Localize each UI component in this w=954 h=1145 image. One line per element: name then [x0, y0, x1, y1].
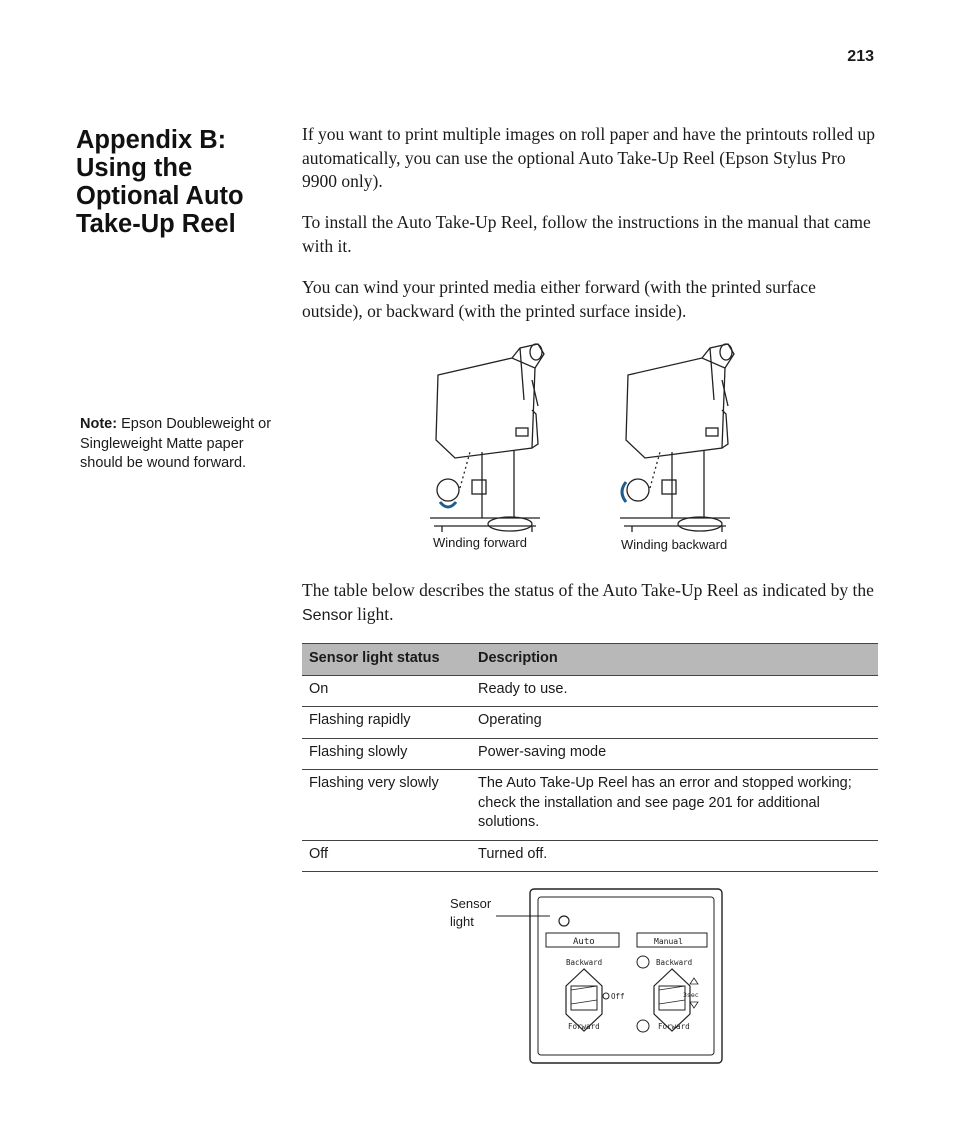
- status-cell: Flashing very slowly: [302, 770, 471, 841]
- sensor-term: Sensor: [302, 606, 353, 624]
- printer-forward-drawing: [430, 344, 544, 532]
- note-text: Epson Doubleweight or Singleweight Matte paper should be wound forward.: [80, 416, 272, 471]
- wind-paragraph: You can wind your printed media either forward (with the printed surface outside), or backward (with the printed surface inside).: [302, 277, 816, 321]
- description-cell: Operating: [471, 707, 878, 739]
- panel-inner-frame: [538, 897, 714, 1055]
- description-cell: Ready to use.: [471, 675, 878, 707]
- off-label: Off: [611, 992, 625, 1001]
- backward-arrow: [622, 482, 626, 502]
- callout-line-1: Sensor: [450, 896, 492, 911]
- page-number: 213: [847, 48, 874, 65]
- table-intro-end: light.: [352, 603, 394, 624]
- sensor-light-indicator: [559, 916, 569, 926]
- table-intro-text: The table below describes the status of the Auto Take-Up Reel as indicated by the: [302, 580, 874, 600]
- note-label: Note:: [80, 416, 118, 432]
- winding-illustration: [420, 340, 760, 560]
- table-row: [302, 675, 878, 707]
- header-status: Sensor light status: [302, 644, 471, 676]
- sensor-status-table: [302, 643, 878, 872]
- sec-label: 3sec: [683, 991, 699, 999]
- margin-note: [80, 415, 280, 474]
- description-cell: Power-saving mode: [471, 738, 878, 770]
- auto-forward-label: Forward: [568, 1022, 600, 1031]
- status-cell: Off: [302, 840, 471, 872]
- panel-outer-frame: [530, 889, 722, 1063]
- table-intro-paragraph: [302, 579, 878, 627]
- install-paragraph: To install the Auto Take-Up Reel, follow the instructions in the manual that came with it.: [302, 212, 871, 256]
- status-cell: On: [302, 675, 471, 707]
- caption-backward: Winding backward: [621, 537, 728, 552]
- backward-roll-icon: [637, 956, 649, 968]
- status-cell: Flashing slowly: [302, 738, 471, 770]
- appendix-heading: Appendix B: Using the Optional Auto Take-Up Reel: [76, 126, 244, 238]
- table-row: [302, 770, 878, 841]
- status-cell: Flashing rapidly: [302, 707, 471, 739]
- auto-backward-label: Backward: [566, 958, 603, 967]
- description-cell: Turned off.: [471, 840, 878, 872]
- description-cell: The Auto Take-Up Reel has an error and stopped working; check the installation and see page 201 for additional solutions.: [471, 770, 878, 841]
- control-panel-diagram: [440, 886, 730, 1066]
- table-header-row: [302, 644, 878, 676]
- printer-backward-drawing: [620, 344, 734, 532]
- manual-forward-label: Forward: [658, 1022, 690, 1031]
- manual-label: Manual: [654, 937, 683, 946]
- table-row: [302, 738, 878, 770]
- off-indicator: [603, 993, 609, 999]
- forward-roll-icon: [637, 1020, 649, 1032]
- caption-forward: Winding forward: [433, 535, 527, 550]
- auto-label: Auto: [573, 937, 595, 947]
- header-description: Description: [471, 644, 878, 676]
- table-row: [302, 707, 878, 739]
- table-row: [302, 840, 878, 872]
- manual-backward-label: Backward: [656, 958, 693, 967]
- forward-arrow: [440, 502, 456, 507]
- callout-line-2: light: [450, 914, 474, 929]
- intro-paragraph: If you want to print multiple images on roll paper and have the printouts rolled up automatically, you can use the optional Auto Take-Up Reel (Epson Stylus Pro 9900 only).: [302, 124, 875, 191]
